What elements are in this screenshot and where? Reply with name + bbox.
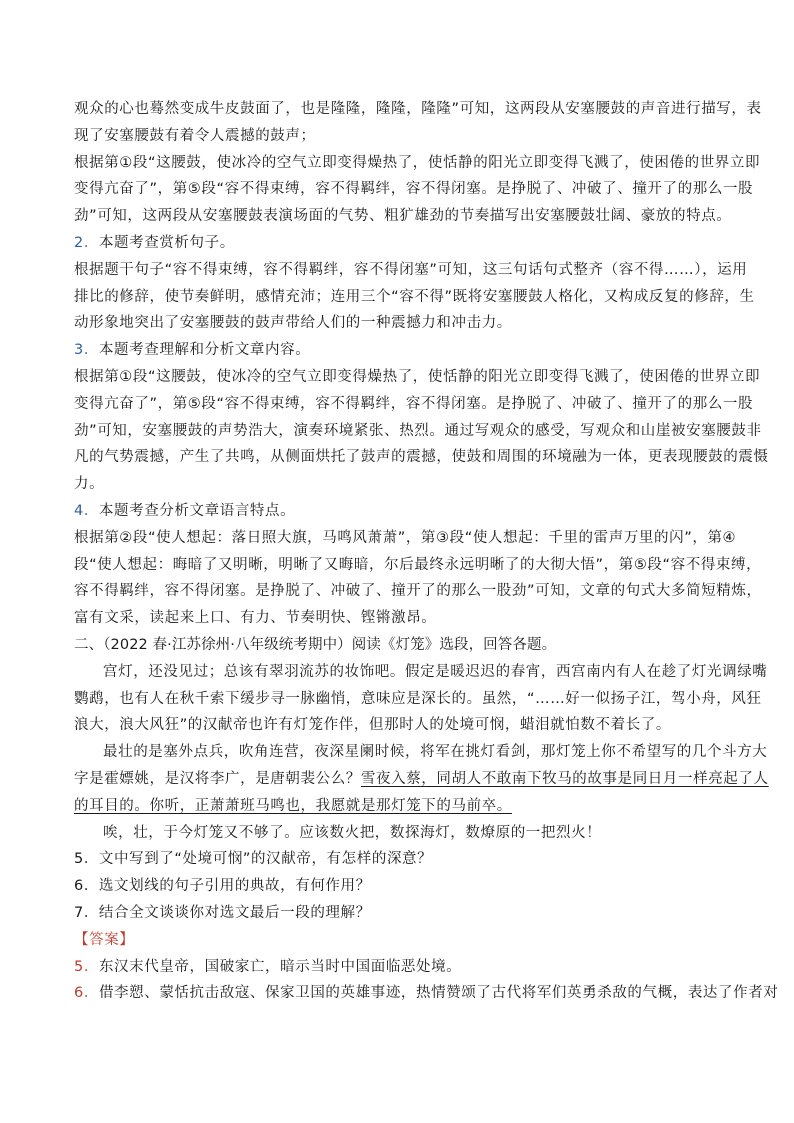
answer-heading: 【答案】	[74, 931, 135, 948]
analysis-line: 凡的气势震撼，产生了共鸣，从侧面烘托了鼓声的震撼，使鼓和周围的环境融为一体，更表现腰鼓的震慑	[74, 449, 769, 466]
passage-line	[74, 793, 728, 820]
analysis-line: 劲”可知，这两段从安塞腰鼓表演场面的气势、粗犷雄劲的节奏描写出安塞腰鼓壮阔、豪放的特点。	[74, 208, 732, 225]
question-6: 6．选文划线的句子引用的典故，有何作用？	[74, 878, 371, 895]
question-2-title	[74, 230, 728, 257]
passage-line: 浪大，浪大风狂”的汉献帝也许有灯笼作伴，但那时人的处境可悯，蜡泪就怕数不着长了。	[74, 717, 672, 734]
analysis-line: 段“使人想起：晦暗了又明晰，明晰了又晦暗，尔后最终永远明晰了的大彻大悟”，第⑤段“容不得束缚，	[74, 556, 762, 573]
analysis-line: 根据第①段“这腰鼓，使冰冷的空气立即变得燥热了，使恬静的阳光立即变得飞溅了，使困倦的世界立即	[74, 368, 761, 385]
passage-line: 唉，壮，于今灯笼又不够了。应该数火把，数探海灯，数燎原的一把烈火！	[103, 824, 602, 841]
passage-line: 鹦鹉，也有人在秋千索下缓步寻一脉幽悄，意味应是深长的。虽然，“……好一似扬子江，驾小舟，风狂	[74, 690, 762, 707]
answer-6	[74, 980, 779, 1007]
question-title-text: 本题考查赏析句子。	[98, 234, 235, 251]
analysis-line: 现了安塞腰鼓有着令人震撼的鼓声；	[74, 127, 316, 144]
underlined-sentence: 雪夜入蔡，同胡人不敢南下牧马的故事是同日月一样亮起了人	[360, 770, 769, 787]
question-number: 3．	[74, 342, 99, 359]
answer-text: 东汉末代皇帝，国破家亡，暗示当时中国面临恶处境。	[98, 958, 462, 975]
question-number: 4．	[74, 502, 99, 519]
passage-line: 最壮的是塞外点兵，吹角连营，夜深星阑时候，将军在挑灯看剑，那灯笼上你不希望写的几个斗方大	[103, 744, 768, 761]
answer-text: 借李愬、蒙恬抗击敌寇、保家卫国的英雄事迹，热情赞颂了古代将军们英勇杀敌的气概，表达了作者对	[98, 985, 779, 1002]
question-title-text: 本题考查分析文章语言特点。	[98, 502, 296, 519]
analysis-line: 观众的心也蓦然变成牛皮鼓面了，也是隆隆，隆隆，隆隆”可知，这两段从安塞腰鼓的声音进行描写，表	[74, 101, 762, 117]
analysis-line: 变得亢奋了”，第⑤段“容不得束缚，容不得羁绊，容不得闭塞。是挣脱了、冲破了、撞开了的那么一股	[74, 181, 754, 198]
question-7: 7．结合全文谈谈你对选文最后一段的理解？	[74, 904, 371, 921]
answer-number: 5．	[74, 958, 99, 975]
answer-number: 6．	[74, 985, 99, 1002]
analysis-line: 变得亢奋了”，第⑤段“容不得束缚，容不得羁绊，容不得闭塞。是挣脱了、冲破了、撞开了的那么一股	[74, 395, 754, 412]
passage-text: 字是霍嫖姚，是汉将李广，是唐朝裴公么？	[74, 770, 361, 787]
question-number: 2．	[74, 234, 99, 251]
analysis-line: 根据题干句子“容不得束缚，容不得羁绊，容不得闭塞”可知，这三句话句式整齐（容不得……），运用	[74, 261, 748, 278]
analysis-line: 根据第②段“使人想起：落日照大旗，马鸣风萧萧”，第③段“使人想起：千里的雷声万里的闪”，第④	[74, 529, 737, 546]
answer-5	[74, 954, 728, 981]
section-heading: 二、（2022 春·江苏徐州·八年级统考期中）阅读《灯笼》选段，回答各题。	[74, 636, 557, 653]
question-5: 5．文中写到了“处境可悯”的汉献帝，有怎样的深意？	[74, 851, 433, 868]
analysis-line: 劲”可知，安塞腰鼓的声势浩大，演奏环境紧张、热烈。通过写观众的感受，写观众和山崖被安塞腰鼓非	[74, 422, 762, 439]
analysis-line: 力。	[74, 476, 105, 493]
question-3-title	[74, 337, 728, 364]
analysis-line: 动形象地突出了安塞腰鼓的鼓声带给人们的一种震撼力和冲击力。	[74, 315, 512, 332]
document-page	[74, 96, 779, 1007]
passage-line	[74, 766, 769, 793]
question-4-title	[74, 498, 728, 525]
question-title-text: 本题考查理解和分析文章内容。	[98, 342, 311, 359]
analysis-line: 容不得羁绊，容不得闭塞。是挣脱了、冲破了、撞开了的那么一股劲”可知，文章的句式大多简短精炼，	[74, 583, 762, 600]
underlined-sentence: 的耳目的。你听，正萧萧班马鸣也，我愿就是那灯笼下的马前卒。	[74, 797, 512, 814]
analysis-line: 排比的修辞，使节奏鲜明，感情充沛；连用三个“容不得”既将安塞腰鼓人格化，又构成反复的修辞，生	[74, 288, 755, 305]
analysis-line: 根据第①段“这腰鼓，使冰冷的空气立即变得燥热了，使恬静的阳光立即变得飞溅了，使困倦的世界立即	[74, 154, 761, 171]
analysis-line: 富有文采，读起来上口、有力、节奏明快、铿锵激昂。	[74, 610, 437, 627]
passage-line: 宫灯，还没见过；总该有翠羽流苏的妆饰吧。假定是暖迟迟的春宵，西宫南内有人在趁了灯光调绿嘴	[103, 663, 768, 680]
